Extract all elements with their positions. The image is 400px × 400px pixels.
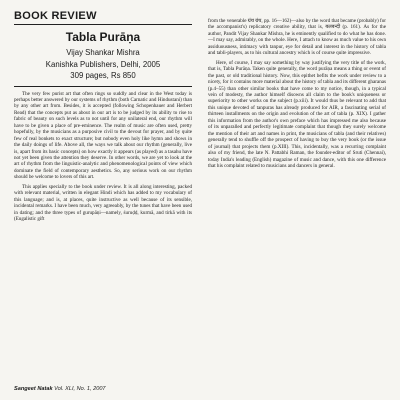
book-header	[14, 30, 192, 82]
book-publisher: Kanishka Publishers, Delhi, 2005	[45, 59, 161, 69]
book-title: Tabla Purāṇa	[65, 30, 141, 44]
left-column	[14, 26, 192, 226]
section-label: BOOK REVIEW	[14, 10, 97, 22]
book-author: Vijay Shankar Mishra	[66, 48, 140, 57]
journal-issue: Vol. XLI, No. 1, 2007	[54, 386, 106, 392]
header-rule	[14, 86, 192, 87]
journal-name: Sangeet Natak	[14, 386, 53, 392]
book-pages-price: 309 pages, Rs 850	[70, 71, 136, 80]
paragraph: from the venerable ग्रंथ ग्रंथ, pp. 16—162)—also by the word that became (probably) for the accompanist's) replicatory creative ability, that is, बलबन्दी (p. 161). As for the author, Pandit Vijay Shankar Mishra, he is eminently qualified to do what he has done.—I may say, admirably, on the whole. Here, I attach to know as much value to his own assiduousness, intimacy with tanpur, eye for detail and interest in the history of tabla and tabli-players, as to his cultural ancestry which is of course quite impressive.	[208, 18, 386, 57]
paragraph: Here, of course, I may say something by way justifying the very title of the work, that is, Tabla Purāṇa. Taken quite generally, the word purāṇa means a thing or event of the past, or old traditional history. Now, this epithet befits the work under review to a nicety, for it contains more material about the history of tabla and its different gharanas (p.4–55) than other similar books that have come to my notice, though, in a typical vein of modesty, the author himself disowns all claim to the book's uniqueness or superiority to other works on the subject (p.xiii). It would thus be relevant to add that this unique devoted of tanpuras has already produced for AIR, a fascinating serial of thirteen installments on the origin and evolution of the art of tabla (p. XIX). I gather this information from the author's own preface which has impressed me also because of its unparalled and perfectly legitimate complaint that though they surely welcome the mention of their art and names in print, the musicians of tabla (and their relatives) generally tend to shuffle off the prospect of having to buy the very book (or the issue of journal) that projects them (p.XIII). This, incidentally, was a recurring complaint also of my friend, the late N. Pattabhi Raman, the founder-editor of Sruti (Chennai), today India's leading (English) magazine of music and dance, with this one difference that his complaint related to musicians and dancers in general.	[208, 59, 386, 169]
review-page	[14, 10, 386, 394]
paragraph: This applies specially to the book under review. It is all along interesting, packed with relevant material, written in elegant Hindi which has added to my vocabulary of this language; and is, at places, quite instructive as well because of its sensible, incidental remarks. I have been much, very agreeably, by the tunes that have been used in dating; and the three types of gurupāṇi—namely, śuruḍḍ, kurmā, and tirkā with its (Eugalistic gift	[14, 183, 192, 223]
paragraph: The very few purist art that often rings so suddly and clear in the West today is perhaps better answered by our systems of rhythm (both Carnatic and Hindustani) than by any other art from. Besides, it is accepted (following Schopenhauer and Herbert Read) that the concepts put as about in our art is to be judged by its ability to rise to fabric of beauty on such levels as to not until for any unilateral end, our rhythm will have to be given a place of pre-eminence. The realm of music are often used, pretty hopefully, by the musicians as a purposive civil to the devout for prayer, and by quite few of real bonkets to exact structure; but nobody even holy like hymn and shows in the daily doings of life. Above all, the ways we talk about our rhythm (generally, live is, apart from its basic concepts) on how exactly it appears (as played) as a tasahu have not yet been given the attention they deserve. In other words, we are yet to look at the art of rhythm from the linguistic-analytic and phenomenological points of view which dominate the field of contemporary aesthetics. So, any serious work on our rhythm should be welcome to lovers of this art.	[14, 90, 192, 181]
page-footer	[14, 386, 106, 392]
top-rule	[14, 24, 192, 25]
right-column	[208, 18, 386, 172]
